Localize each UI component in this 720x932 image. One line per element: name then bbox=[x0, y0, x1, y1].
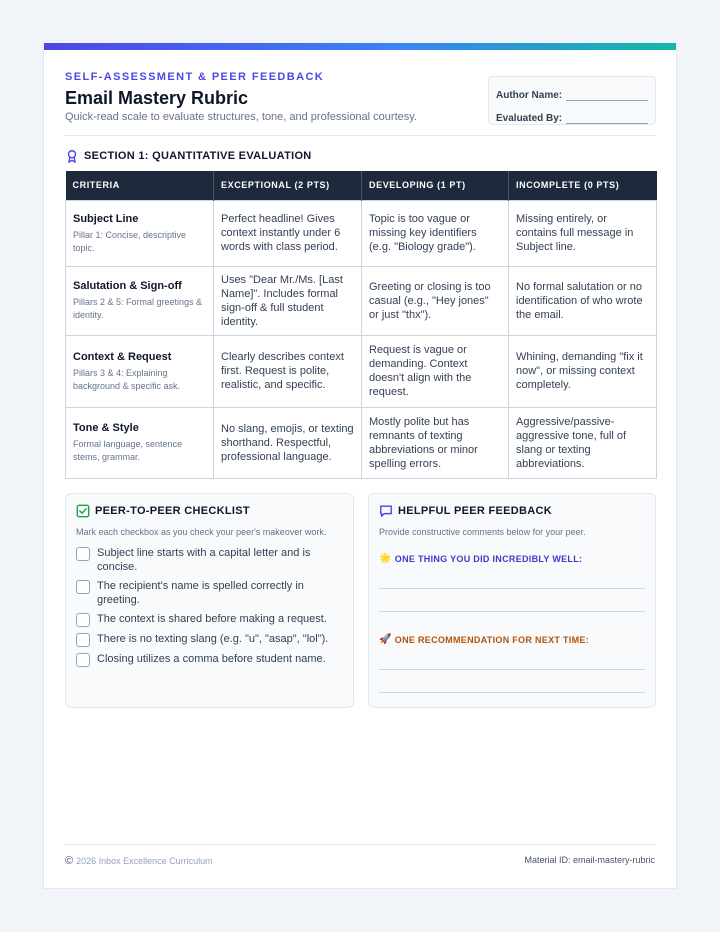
checklist-item-label: The recipient's name is spelled correctly in greeting. bbox=[97, 580, 304, 606]
checklist-description: Mark each checkbox as you check your peer's makeover work. bbox=[76, 527, 327, 537]
developing-cell: Request is vague or demanding. Context doesn't align with the request. bbox=[362, 335, 509, 407]
material-id: Material ID: email-mastery-rubric bbox=[524, 855, 655, 865]
checklist-item bbox=[76, 612, 346, 627]
recommendation-answer-line-2[interactable] bbox=[379, 692, 645, 693]
page-subtitle: Quick-read scale to evaluate structures, tone, and professional courtesy. bbox=[65, 111, 417, 123]
strength-answer-line-1[interactable] bbox=[379, 588, 645, 589]
author-name-row bbox=[496, 85, 648, 101]
criteria-pillar: Pillars 3 & 4: Explaining background & specific ask. bbox=[73, 367, 181, 391]
rocket-icon: 🚀 bbox=[379, 634, 392, 645]
incomplete-cell: Whining, demanding "fix it now", or missing context completely. bbox=[509, 335, 657, 407]
criteria-cell bbox=[66, 407, 214, 478]
checklist-item bbox=[76, 546, 346, 574]
criteria-pillar: Pillars 2 & 5: Formal greetings & identity. bbox=[73, 297, 203, 320]
table-row bbox=[66, 200, 657, 266]
copyright-icon: © bbox=[65, 855, 74, 867]
exceptional-cell: Perfect headline! Gives context instantly under 6 words with class period. bbox=[214, 200, 362, 266]
checklist bbox=[76, 546, 346, 672]
feedback-title: HELPFUL PEER FEEDBACK bbox=[398, 505, 552, 517]
author-name-field[interactable] bbox=[566, 91, 648, 101]
feedback-description: Provide constructive comments below for your peer. bbox=[379, 527, 586, 537]
footer-divider bbox=[65, 844, 656, 845]
rubric-table bbox=[65, 171, 657, 479]
prompt-recommendation-label bbox=[379, 634, 589, 645]
award-icon bbox=[65, 149, 79, 163]
criteria-name: Salutation & Sign-off bbox=[73, 280, 182, 292]
eyebrow-label: SELF-ASSESSMENT & PEER FEEDBACK bbox=[65, 71, 325, 83]
checkbox[interactable] bbox=[76, 580, 90, 594]
prompt-strength-text: ONE THING YOU DID INCREDIBLY WELL: bbox=[394, 553, 583, 564]
criteria-pillar: Pillar 1: Concise, descriptive topic. bbox=[73, 229, 187, 253]
peer-checklist-card bbox=[65, 493, 354, 708]
developing-cell: Mostly polite but has remnants of texting abbreviations or minor spelling errors. bbox=[362, 407, 509, 478]
column-header-incomplete: INCOMPLETE (0 PTS) bbox=[509, 171, 657, 200]
incomplete-cell: Aggressive/passive-aggressive tone, full of slang or texting abbreviations. bbox=[509, 407, 657, 478]
criteria-name: Tone & Style bbox=[73, 422, 139, 434]
criteria-cell bbox=[66, 335, 214, 407]
checklist-item-label: The context is shared before making a request. bbox=[97, 613, 327, 625]
column-header-exceptional: EXCEPTIONAL (2 PTS) bbox=[214, 171, 362, 200]
checklist-item-label: Subject line starts with a capital letter and is concise. bbox=[97, 547, 311, 573]
checkbox[interactable] bbox=[76, 653, 90, 667]
column-header-criteria: CRITERIA bbox=[66, 171, 214, 200]
checkbox[interactable] bbox=[76, 633, 90, 647]
gradient-top-bar bbox=[44, 43, 676, 50]
checkbox-checked-icon bbox=[76, 504, 90, 518]
checklist-item bbox=[76, 632, 346, 647]
criteria-name: Subject Line bbox=[73, 212, 139, 225]
table-row bbox=[66, 266, 657, 335]
evaluated-by-row bbox=[496, 108, 648, 124]
developing-cell: Topic is too vague or missing key identifiers (e.g. "Biology grade"). bbox=[362, 200, 509, 266]
incomplete-cell: Missing entirely, or contains full message in Subject line. bbox=[509, 200, 657, 266]
criteria-pillar: Formal language, sentence stems, grammar. bbox=[73, 439, 183, 462]
criteria-cell bbox=[66, 200, 214, 266]
footer-copyright bbox=[65, 855, 213, 867]
copyright-text: 2026 Inbox Excellence Curriculum bbox=[76, 856, 213, 866]
checkbox[interactable] bbox=[76, 613, 90, 627]
checkbox[interactable] bbox=[76, 547, 90, 561]
table-row bbox=[66, 335, 657, 407]
checklist-item-label: Closing utilizes a comma before student name. bbox=[97, 653, 326, 665]
exceptional-cell: Uses "Dear Mr./Ms. [Last Name]". Includes formal sign-off & full student identity. bbox=[214, 266, 362, 335]
page-title: Email Mastery Rubric bbox=[65, 88, 249, 108]
prompt-strength-label bbox=[379, 553, 582, 564]
recommendation-answer-line-1[interactable] bbox=[379, 669, 645, 670]
checklist-title: PEER-TO-PEER CHECKLIST bbox=[95, 505, 250, 517]
evaluated-by-field[interactable] bbox=[566, 114, 648, 124]
checklist-header bbox=[76, 504, 250, 518]
criteria-cell bbox=[66, 266, 214, 335]
checklist-item bbox=[76, 579, 346, 607]
developing-cell: Greeting or closing is too casual (e.g., "Hey jones" or just "thx"). bbox=[362, 266, 509, 335]
evaluated-by-label: Evaluated By: bbox=[496, 113, 563, 124]
strength-answer-line-2[interactable] bbox=[379, 611, 645, 612]
star-icon: 🌟 bbox=[379, 553, 392, 564]
rubric-header-row bbox=[66, 171, 657, 200]
section-1-title: SECTION 1: QUANTITATIVE EVALUATION bbox=[84, 150, 312, 162]
column-header-developing: DEVELOPING (1 PT) bbox=[362, 171, 509, 200]
checklist-item-label: There is no texting slang (e.g. "u", "asap", "lol"). bbox=[97, 633, 329, 645]
prompt-recommendation-text: ONE RECOMMENDATION FOR NEXT TIME: bbox=[394, 634, 589, 645]
checklist-item bbox=[76, 652, 346, 667]
exceptional-cell: No slang, emojis, or texting shorthand. Respectful, professional language. bbox=[214, 407, 362, 478]
chat-bubble-icon bbox=[379, 504, 393, 518]
author-info-box bbox=[488, 76, 656, 125]
table-row bbox=[66, 407, 657, 478]
exceptional-cell: Clearly describes context first. Request is polite, realistic, and specific. bbox=[214, 335, 362, 407]
rubric-sheet bbox=[43, 43, 677, 889]
criteria-name: Context & Request bbox=[73, 350, 172, 363]
peer-feedback-card bbox=[368, 493, 656, 708]
section-1-header bbox=[65, 149, 312, 163]
incomplete-cell: No formal salutation or no identification of who wrote the email. bbox=[509, 266, 657, 335]
feedback-header bbox=[379, 504, 552, 518]
author-name-label: Author Name: bbox=[496, 90, 563, 101]
header-divider bbox=[65, 135, 656, 136]
